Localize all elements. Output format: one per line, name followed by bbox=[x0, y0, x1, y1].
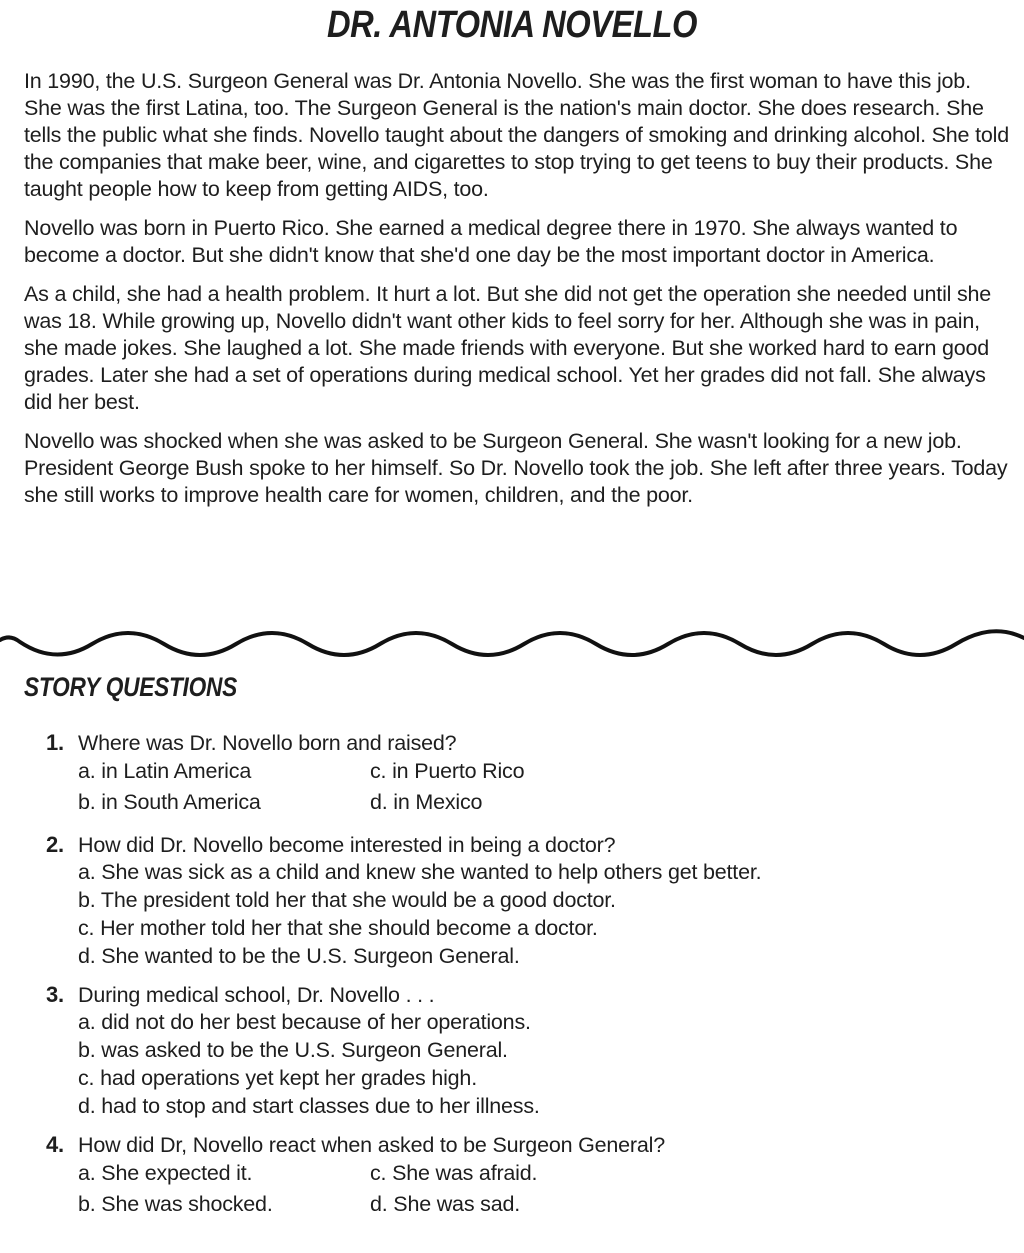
page-title: DR. ANTONIA NOVELLO bbox=[326, 4, 698, 46]
answer-options bbox=[46, 756, 1006, 818]
story-questions-heading: STORY QUESTIONS bbox=[24, 672, 238, 702]
answer-option-b[interactable]: b. was asked to be the U.S. Surgeon General. bbox=[78, 1038, 508, 1062]
story-paragraph: As a child, she had a health problem. It hurt a lot. But she did not get the operation she needed until she was 18. While growing up, Novello didn't want other kids to feel sorry for her. Although she was in pain, she made jokes. She laughed a lot. She made friends with everyone. But she worked hard to earn good grades. Later she had a set of operations during medical school. Yet her grades did not fall. She always did her best. bbox=[24, 282, 992, 414]
answer-option-c[interactable]: c. Her mother told her that she should become a doctor. bbox=[78, 916, 598, 940]
wavy-divider bbox=[0, 618, 1024, 668]
question-number: 1. bbox=[46, 730, 64, 755]
question-number: 3. bbox=[46, 982, 64, 1007]
answer-option-c[interactable]: c. She was afraid. bbox=[370, 1161, 538, 1185]
question-1 bbox=[46, 729, 1006, 818]
answer-option-c[interactable]: c. had operations yet kept her grades high. bbox=[78, 1066, 477, 1090]
question-3 bbox=[46, 981, 1006, 1120]
answer-option-b[interactable]: b. in South America bbox=[78, 790, 261, 814]
story-paragraph: Novello was born in Puerto Rico. She earned a medical degree there in 1970. She always wanted to become a doctor. But she didn't know that she'd one day be the most important doctor in America. bbox=[24, 216, 958, 267]
answer-options bbox=[46, 1158, 1006, 1220]
question-text: How did Dr, Novello react when asked to be Surgeon General? bbox=[78, 1133, 665, 1157]
answer-option-a[interactable]: a. She was sick as a child and knew she wanted to help others get better. bbox=[78, 860, 762, 884]
answer-option-a[interactable]: a. She expected it. bbox=[78, 1161, 253, 1185]
question-text: Where was Dr. Novello born and raised? bbox=[78, 731, 457, 755]
story-paragraph: In 1990, the U.S. Surgeon General was Dr. Antonia Novello. She was the first woman to have this job. She was the first Latina, too. The Surgeon General is the nation's main doctor. She does research. She tells the public what she finds. Novello taught about the dangers of smoking and drinking alcohol. She told the companies that make beer, wine, and cigarettes to stop trying to get teens to buy their products. She taught people how to keep from getting AIDS, too. bbox=[24, 69, 1009, 201]
answer-option-d[interactable]: d. She was sad. bbox=[370, 1192, 520, 1216]
story-text bbox=[24, 68, 1014, 521]
answer-option-b[interactable]: b. The president told her that she would be a good doctor. bbox=[78, 888, 616, 912]
answer-option-d[interactable]: d. in Mexico bbox=[370, 790, 483, 814]
question-text: How did Dr. Novello become interested in being a doctor? bbox=[78, 833, 616, 857]
story-paragraph: Novello was shocked when she was asked to be Surgeon General. She wasn't looking for a new job. President George Bush spoke to her himself. So Dr. Novello took the job. She left after three years. Today she still works to improve health care for women, children, and the poor. bbox=[24, 429, 1008, 507]
answer-option-d[interactable]: d. had to stop and start classes due to her illness. bbox=[78, 1094, 540, 1118]
question-2 bbox=[46, 831, 1006, 970]
question-text: During medical school, Dr. Novello . . . bbox=[78, 983, 435, 1007]
answer-option-a[interactable]: a. in Latin America bbox=[78, 759, 252, 783]
answer-option-b[interactable]: b. She was shocked. bbox=[78, 1192, 273, 1216]
answer-option-d[interactable]: d. She wanted to be the U.S. Surgeon General. bbox=[78, 944, 520, 968]
question-number: 2. bbox=[46, 832, 64, 857]
answer-option-a[interactable]: a. did not do her best because of her operations. bbox=[78, 1010, 531, 1034]
question-4 bbox=[46, 1131, 1006, 1220]
question-number: 4. bbox=[46, 1132, 64, 1157]
answer-option-c[interactable]: c. in Puerto Rico bbox=[370, 759, 525, 783]
